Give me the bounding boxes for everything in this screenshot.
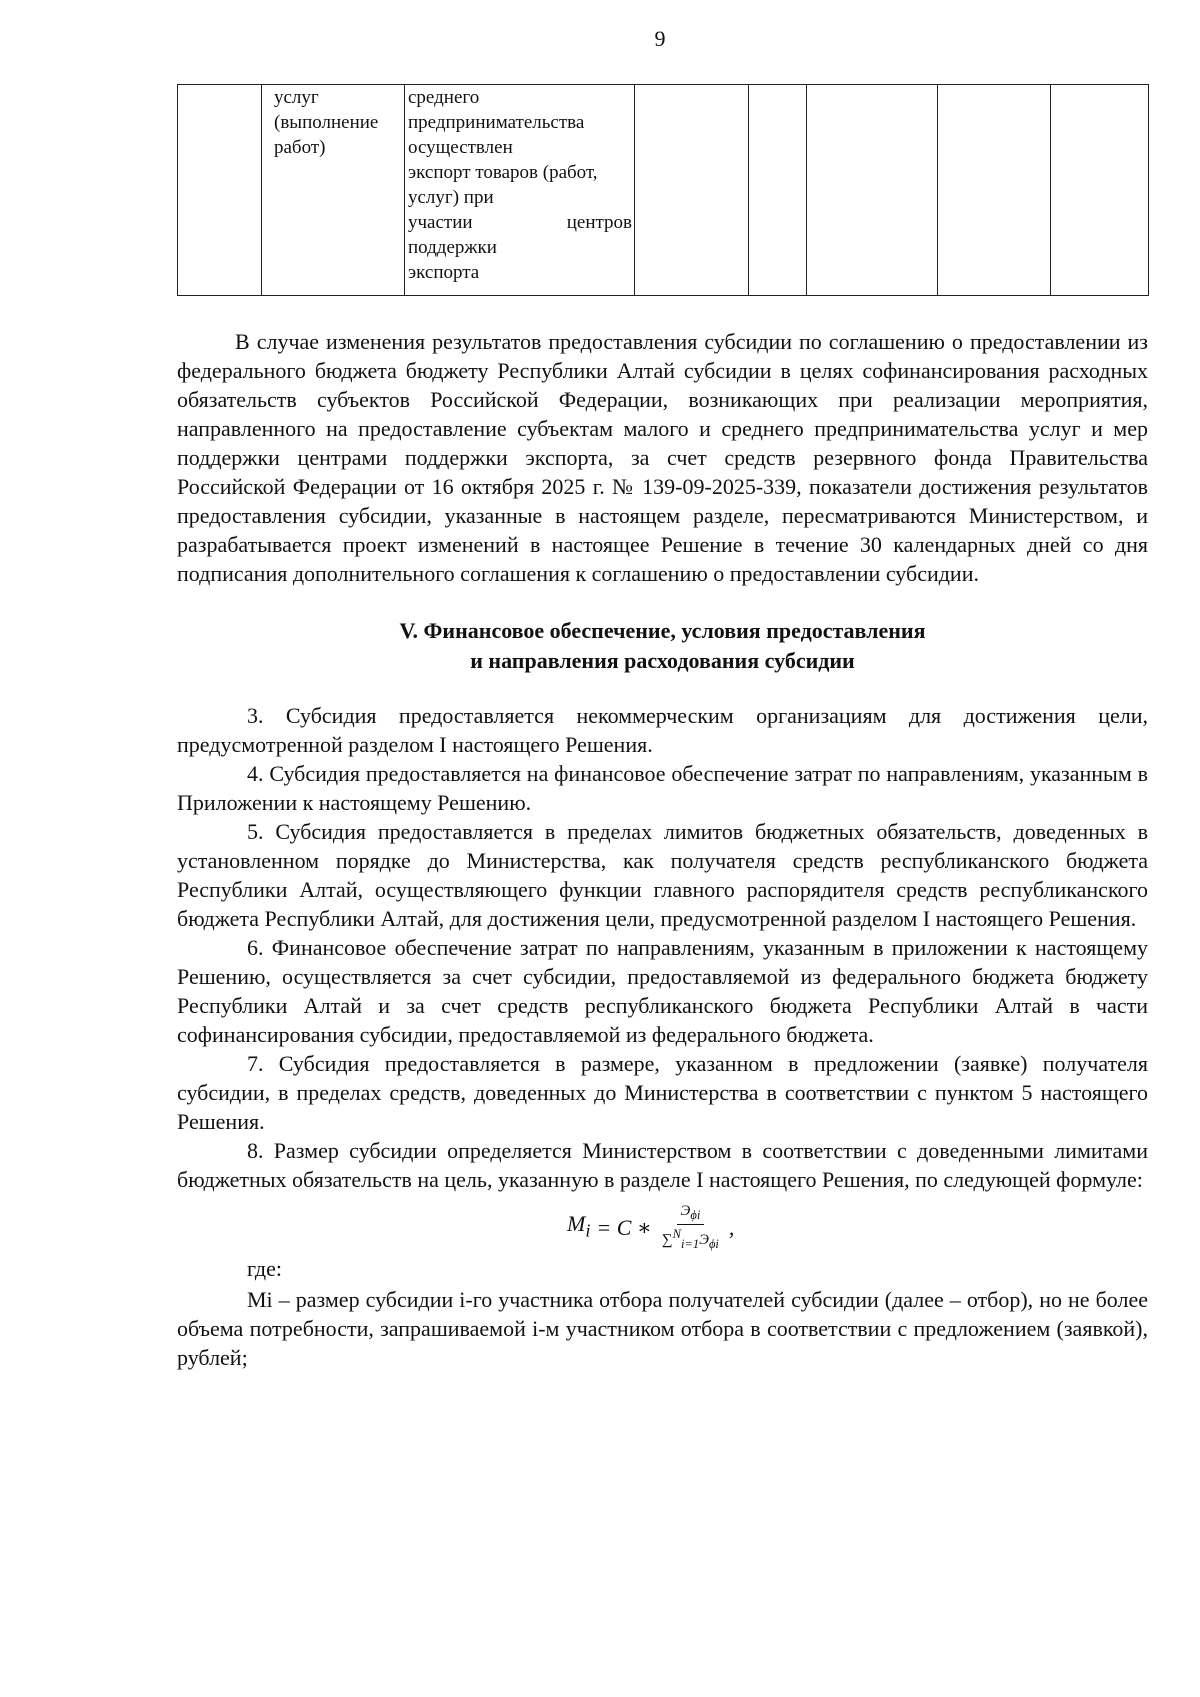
cell-line: осуществлен bbox=[408, 137, 513, 158]
formula-trail: , bbox=[728, 1215, 735, 1240]
table-cell bbox=[1051, 85, 1149, 296]
list-item: 4. Субсидия предоставляется на финансовое обеспечение затрат по направлениям, указанным в Приложении к настоящему Решению. bbox=[177, 761, 1148, 815]
cell-line: услуг bbox=[274, 87, 319, 108]
formula-fraction bbox=[658, 1202, 723, 1253]
list-item: 8. Размер субсидии определяется Министерством в соответствии с доведенными лимитами бюджетных обязательств на цель, указанную в разделе I настоящего Решения, по следующей формуле: bbox=[177, 1138, 1148, 1192]
list-item: 5. Субсидия предоставляется в пределах лимитов бюджетных обязательств, доведенных в установленном порядке до Министерства, как получателя средств республиканского бюджета Республики Алтай, осуществляющего функции главного распорядителя средств республиканского бюджета Республики Алтай, для достижения цели, предусмотренной разделом I настоящего Решения. bbox=[177, 819, 1148, 931]
section-heading-line: V. Финансовое обеспечение, условия предоставления bbox=[399, 618, 926, 643]
formula-subscript: ϕi bbox=[708, 1237, 719, 1251]
cell-word: участии bbox=[408, 212, 473, 233]
cell-line: (выполнение bbox=[274, 112, 379, 133]
formula-equals: = C ∗ bbox=[596, 1215, 652, 1240]
formula-subscript: i=1 bbox=[680, 1237, 700, 1251]
section-heading bbox=[177, 616, 1148, 676]
table-row bbox=[178, 85, 1149, 296]
formula-symbol: Э bbox=[680, 1203, 691, 1219]
formula-symbol: M bbox=[567, 1211, 586, 1237]
cell-line: работ) bbox=[274, 137, 326, 158]
paragraph-change-results: В случае изменения результатов предоставления субсидии по соглашению о предоставлении из федерального бюджета бюджету Республики Алтай субсидии в целях софинансирования расходных обязательств субъектов Российской Федерации, возникающих при реализации мероприятия, направленного на предоставление субъектам малого и среднего предпринимательства услуг и мер поддержки центрами поддержки экспорта, за счет средств резервного фонда Правительства Российской Федерации от 16 октября 2025 г. № 139-09-2025-339, показатели достижения результатов предоставления субсидии, указанные в настоящем разделе, пересматриваются Министерством, и разрабатывается проект изменений в настоящее Решение в течение 30 календарных дней со дня подписания дополнительного соглашения к соглашению о предоставлении субсидии. bbox=[177, 329, 1148, 586]
cell-line: экспорта bbox=[408, 262, 480, 283]
definition-mi: Mi – размер субсидии i-го участника отбора получателей субсидии (далее – отбор), но не более объема потребности, запрашиваемой i-м участником отбора в соответствии с предложением (заявкой), рублей; bbox=[177, 1287, 1148, 1370]
formula-symbol: ∑ bbox=[661, 1232, 673, 1248]
list-item: 6. Финансовое обеспечение затрат по направлениям, указанным в приложении к настоящему Решению, осуществляется за счет субсидии, предоставляемой из федерального бюджета бюджету Республики Алтай и за счет средств республиканского бюджета Республики Алтай в части софинансирования субсидии, предоставляемой из федерального бюджета. bbox=[177, 935, 1148, 1047]
table-cell bbox=[938, 85, 1051, 296]
cell-word: центров bbox=[566, 212, 632, 233]
formula-superscript: N bbox=[672, 1227, 681, 1241]
formula-subscript: i bbox=[585, 1220, 591, 1241]
formula-numerator bbox=[677, 1202, 705, 1225]
cell-line: услуг) при bbox=[408, 187, 494, 208]
formula-subscript: ϕi bbox=[690, 1208, 701, 1222]
table-cell-result bbox=[405, 85, 635, 296]
list-item: 7. Субсидия предоставляется в размере, указанном в предложении (заявке) получателя субсидии, в пределах средств, доведенных до Министерства в соответствии с пунктом 5 настоящего Решения. bbox=[177, 1051, 1148, 1134]
subsidy-formula bbox=[177, 1198, 1148, 1251]
list-item: 3. Субсидия предоставляется некоммерческим организациям для достижения цели, предусмотренной разделом I настоящего Решения. bbox=[177, 703, 1148, 757]
formula-symbol: Э bbox=[699, 1232, 709, 1248]
where-label: где: bbox=[247, 1256, 282, 1281]
section-heading-line: и направления расходования субсидии bbox=[470, 648, 855, 673]
formula-lhs bbox=[567, 1209, 590, 1245]
cell-line: экспорт товаров (работ, bbox=[408, 162, 598, 183]
formula-denominator bbox=[658, 1225, 723, 1253]
formula-expression bbox=[567, 1202, 734, 1253]
page-number: 9 bbox=[654, 26, 666, 51]
table-cell bbox=[807, 85, 938, 296]
document-body bbox=[177, 327, 1148, 1372]
continuation-table bbox=[177, 84, 1149, 296]
table-cell bbox=[178, 85, 262, 296]
cell-line: среднего bbox=[408, 87, 480, 108]
cell-line: поддержки bbox=[408, 237, 497, 258]
table-cell bbox=[749, 85, 807, 296]
table-cell bbox=[635, 85, 749, 296]
table-cell-service bbox=[262, 85, 405, 296]
cell-line bbox=[408, 210, 632, 235]
cell-line: предпринимательства bbox=[408, 112, 585, 133]
